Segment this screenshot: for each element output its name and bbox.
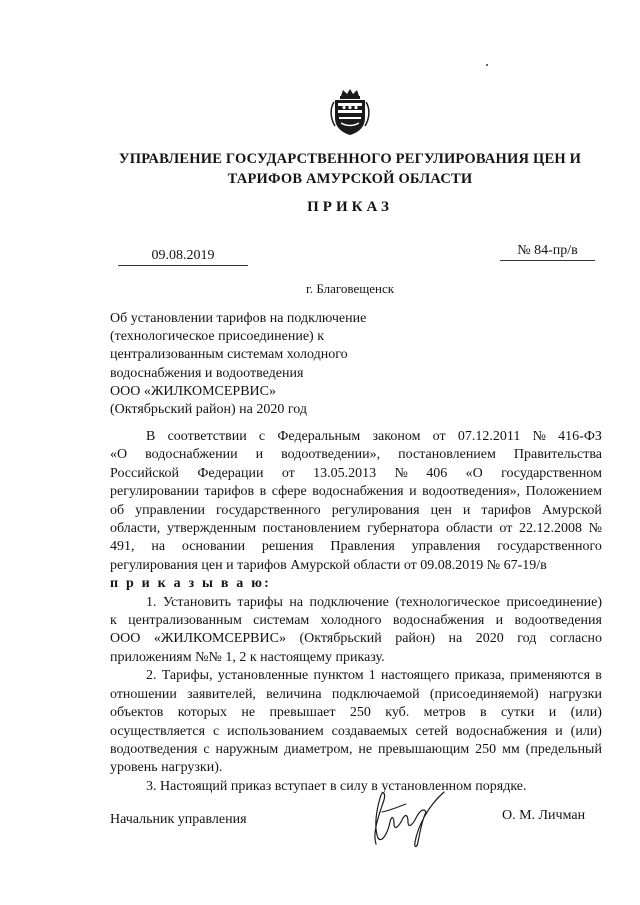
word: утвержденным (166, 521, 257, 537)
word: 13.05.2013 (313, 465, 377, 481)
word: водоотведения (514, 613, 602, 629)
text-line (110, 704, 602, 722)
word: нагрузки (548, 686, 602, 702)
word: регулировании (110, 484, 199, 500)
organization-title (60, 149, 640, 189)
word: от (281, 465, 295, 481)
text-line (110, 686, 602, 704)
word: пунктом (313, 668, 364, 684)
word: 07.12.2011 (457, 429, 521, 444)
word: превышает (269, 705, 336, 721)
word: 250 (475, 741, 497, 757)
word: Федеральным (277, 429, 361, 444)
word: водоснабжения (455, 723, 548, 739)
organization-title-line-1: УПРАВЛЕНИЕ ГОСУДАРСТВЕННОГО РЕГУЛИРОВАНИЯ ЦЕН И (118, 151, 582, 167)
word: государственного (216, 502, 321, 518)
word: применяются (509, 668, 591, 684)
text-line (110, 667, 602, 685)
word: системам (253, 613, 310, 629)
word: водоснабжения (312, 484, 404, 500)
word: отношении (110, 686, 177, 702)
word: ООО (110, 631, 141, 647)
word: не (241, 705, 256, 721)
word: с (213, 723, 220, 739)
word: «ЖИЛКОМСЕРВИС» (153, 631, 286, 647)
word: к (110, 613, 117, 629)
word: управления (411, 539, 481, 555)
word: губернатора (367, 521, 440, 537)
handwritten-signature (362, 782, 452, 850)
word: Установить (162, 594, 231, 610)
document-type: ПРИКАЗ (307, 199, 393, 215)
word: (или) (570, 723, 602, 739)
text-line (110, 630, 602, 648)
word: 250 (349, 705, 371, 721)
word: установленные (217, 668, 309, 684)
word: 416-ФЗ (558, 429, 602, 444)
subject-line: (технологическое присоединение) к (110, 329, 325, 345)
word: 491, (110, 539, 135, 555)
word: мм (502, 741, 520, 757)
document-city: г. Благовещенск (305, 281, 395, 296)
document-number: № 84-пр/в (500, 242, 595, 261)
word: водоотведении», (281, 447, 381, 463)
word: водоснабжения (392, 613, 485, 629)
text-line: уровень нагрузки). (110, 760, 223, 776)
word: заявителей, (187, 686, 256, 702)
text-line (110, 446, 602, 464)
word: соответствии (167, 429, 247, 444)
word: основании (181, 539, 246, 555)
word: Тарифы, (161, 668, 213, 684)
word: области (445, 521, 493, 537)
word: В (146, 429, 156, 444)
word: создаваемых (331, 723, 408, 739)
word: (присоединяемой) (429, 686, 539, 702)
word: «О (465, 465, 483, 481)
word: № (588, 521, 602, 537)
word: с (258, 429, 266, 444)
word: 2. (146, 668, 157, 684)
word: которых (177, 705, 227, 721)
word: на (151, 539, 166, 555)
text-line (110, 520, 602, 538)
word: сутки (500, 705, 535, 721)
text-line (110, 465, 602, 483)
text-line: 3. Настоящий приказ вступает в силу в установленном порядке. (146, 778, 527, 794)
word: 1 (368, 668, 376, 684)
word: сфере (271, 484, 307, 500)
word: постановлением (398, 447, 496, 463)
word: постановлением (262, 521, 361, 537)
text-line (110, 538, 602, 556)
word: год (517, 631, 537, 647)
word: использованием (227, 723, 324, 739)
word: централизованным (128, 613, 242, 629)
word: настоящего (381, 668, 450, 684)
word: и (495, 613, 504, 629)
word: № (532, 429, 546, 444)
word: «О (110, 447, 128, 463)
word: в (259, 484, 267, 500)
word: холодного (320, 613, 382, 629)
signer-title: Начальник управления (110, 812, 247, 827)
word: № (394, 465, 408, 481)
word: решения (261, 539, 314, 555)
word: тарифов (481, 502, 532, 518)
word: согласно (549, 631, 602, 647)
order-keyword: п р и к а з ы в а ю: (110, 576, 271, 592)
document-subject (110, 310, 410, 419)
word: (Октябрьский (299, 631, 382, 647)
text-line (110, 594, 602, 612)
word: области, (110, 521, 161, 537)
document-date: 09.08.2019 (118, 247, 248, 266)
word: водоотведения», (422, 484, 521, 500)
text-line (110, 428, 602, 446)
word: с (203, 741, 210, 757)
word: тарифов (204, 484, 255, 500)
word: и (555, 723, 563, 739)
subject-line: централизованным системам холодного (110, 347, 348, 363)
word: Правительства (513, 447, 602, 463)
word: в (595, 668, 602, 684)
word: от (499, 521, 513, 537)
word: об (110, 502, 125, 518)
word: и (462, 502, 471, 518)
text-line (110, 741, 602, 759)
word: (предельный (525, 741, 602, 757)
word: и (255, 447, 264, 463)
word: превышающим (377, 741, 470, 757)
text-line (110, 612, 602, 630)
word: величина (266, 686, 322, 702)
word: водоотведения (110, 741, 198, 757)
word: метров (423, 705, 466, 721)
text-line (110, 723, 602, 741)
subject-line: Об установлении тарифов на подключение (110, 311, 367, 326)
word: 22.12.2008 (518, 521, 582, 537)
coat-of-arms-icon (327, 88, 373, 136)
word: цен (430, 502, 452, 518)
subject-line: ООО «ЖИЛКОМСЕРВИС» (110, 383, 276, 399)
word: подключение (309, 594, 389, 610)
organization-title-line-2: ТАРИФОВ АМУРСКОЙ ОБЛАСТИ (227, 171, 473, 187)
subject-line: (Октябрьский район) на 2020 год (110, 402, 307, 418)
word: на (289, 594, 304, 610)
text-line: приложениям №№ 1, 2 к настоящему приказу. (110, 649, 385, 665)
word: на (448, 631, 463, 647)
signer-name: О. М. Личман (502, 808, 586, 823)
word: государственном (501, 465, 602, 481)
word: диаметром, (284, 741, 353, 757)
word: Правления (330, 539, 395, 555)
word: осуществляется (110, 723, 206, 739)
word: не (358, 741, 373, 757)
word: сетей (415, 723, 448, 739)
word: и (409, 484, 417, 500)
word: (технологическое (395, 594, 500, 610)
word: государственного (497, 539, 602, 555)
word: наружным (215, 741, 279, 757)
word: (или) (570, 705, 602, 721)
word: 406 (426, 465, 448, 481)
word: присоединение) (506, 594, 602, 610)
word: законом (372, 429, 421, 444)
scan-speck (486, 64, 488, 66)
word: водоснабжении (145, 447, 238, 463)
word: район) (395, 631, 436, 647)
word: 2020 (475, 631, 504, 647)
word: Амурской (542, 502, 602, 518)
word: куб. (385, 705, 410, 721)
word: от (432, 429, 446, 444)
word: Федерации (197, 465, 264, 481)
word: приказа, (454, 668, 505, 684)
word: регулирования (331, 502, 420, 518)
word: Российской (110, 465, 179, 481)
word: в (479, 705, 487, 721)
word: подключаемой (331, 686, 420, 702)
word: Положением (525, 484, 602, 500)
word: 1. (146, 594, 157, 610)
subject-line: водоснабжения и водоотведения (110, 365, 304, 381)
word: тарифы (237, 594, 283, 610)
word: управлении (135, 502, 205, 518)
text-line (110, 483, 602, 501)
word: и (548, 705, 557, 721)
document-body (110, 428, 602, 796)
word: объектов (110, 705, 164, 721)
text-line: регулирования цен и тарифов Амурской области от 09.08.2019 № 67-19/в (110, 557, 547, 573)
text-line (110, 502, 602, 520)
